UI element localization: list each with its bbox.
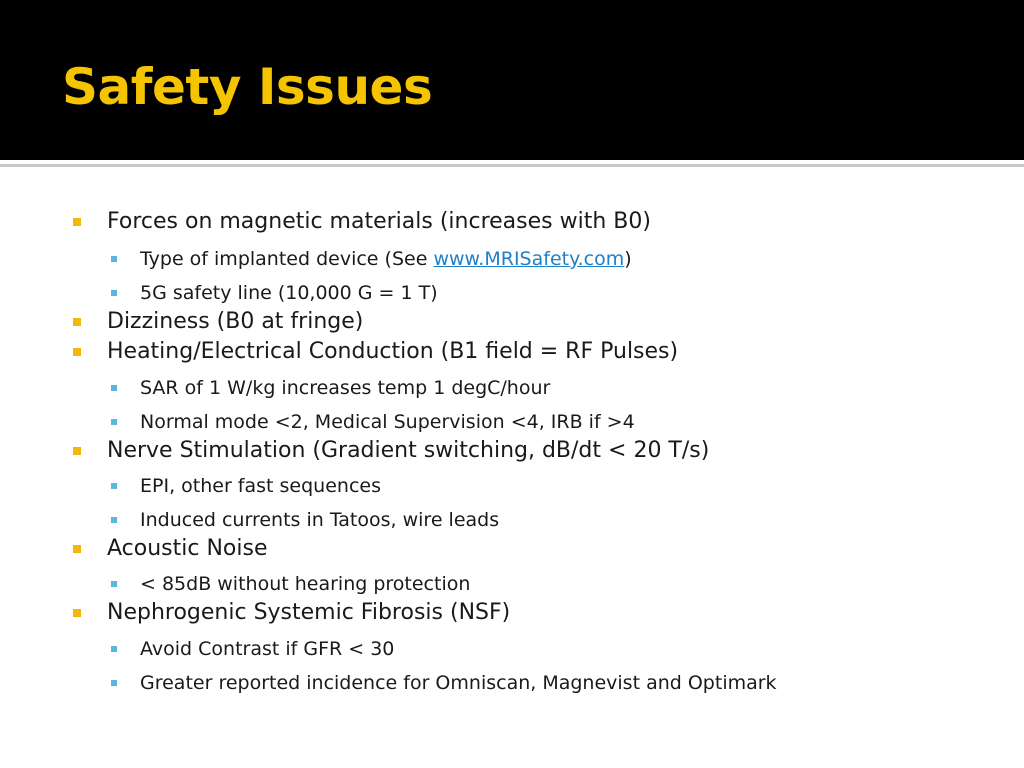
bullet-text: EPI, other fast sequences (140, 475, 381, 497)
sub-bullet-5g-safety-line (140, 279, 438, 307)
square-bullet-icon (111, 581, 117, 587)
bullet-nerve-stimulation (107, 436, 709, 466)
sub-bullet-implanted-device (140, 245, 632, 273)
bullet-text-suffix: ) (624, 248, 632, 270)
square-bullet-icon (111, 646, 117, 652)
title-bar (0, 0, 1024, 160)
square-bullet-icon (73, 609, 81, 617)
slide-title: Safety Issues (62, 58, 433, 116)
bullet-text: Forces on magnetic materials (increases with B0) (107, 209, 651, 234)
bullet-text: SAR of 1 W/kg increases temp 1 degC/hour (140, 377, 551, 399)
bullet-text: Avoid Contrast if GFR < 30 (140, 638, 395, 660)
bullet-text: Normal mode <2, Medical Supervision <4, IRB if >4 (140, 411, 635, 433)
bullet-forces-on-magnetic-materials (107, 207, 651, 237)
bullet-acoustic-noise (107, 534, 267, 564)
sub-bullet-85db (140, 570, 470, 598)
bullet-heating-electrical-conduction (107, 337, 678, 367)
bullet-text: Greater reported incidence for Omniscan, Magnevist and Optimark (140, 672, 777, 694)
bullet-text-prefix: Type of implanted device (See (140, 248, 434, 270)
sub-bullet-normal-mode (140, 408, 635, 436)
bullet-text: < 85dB without hearing protection (140, 573, 471, 595)
square-bullet-icon (111, 290, 117, 296)
square-bullet-icon (111, 517, 117, 523)
bullet-text: Acoustic Noise (107, 536, 268, 561)
square-bullet-icon (73, 348, 81, 356)
square-bullet-icon (111, 385, 117, 391)
bullet-text: Dizziness (B0 at fringe) (107, 309, 364, 334)
sub-bullet-greater-incidence (140, 669, 777, 697)
square-bullet-icon (73, 218, 81, 226)
bullet-nephrogenic-systemic-fibrosis (107, 598, 510, 628)
sub-bullet-induced-currents (140, 506, 499, 534)
square-bullet-icon (73, 447, 81, 455)
bullet-dizziness (107, 307, 363, 337)
bullet-text: 5G safety line (10,000 G = 1 T) (140, 282, 438, 304)
square-bullet-icon (111, 419, 117, 425)
mrisafety-link[interactable]: www.MRISafety.com (433, 248, 625, 270)
square-bullet-icon (73, 318, 81, 326)
bullet-text: Nerve Stimulation (Gradient switching, dB/dt < 20 T/s) (107, 438, 710, 463)
bullet-text: Induced currents in Tatoos, wire leads (140, 509, 500, 531)
square-bullet-icon (111, 680, 117, 686)
header-divider (0, 164, 1024, 167)
sub-bullet-avoid-contrast (140, 635, 394, 663)
sub-bullet-epi (140, 472, 381, 500)
square-bullet-icon (111, 483, 117, 489)
square-bullet-icon (73, 545, 81, 553)
bullet-text: Heating/Electrical Conduction (B1 field = RF Pulses) (107, 339, 679, 364)
sub-bullet-sar (140, 374, 550, 402)
square-bullet-icon (111, 256, 117, 262)
bullet-text: Nephrogenic Systemic Fibrosis (NSF) (107, 600, 511, 625)
